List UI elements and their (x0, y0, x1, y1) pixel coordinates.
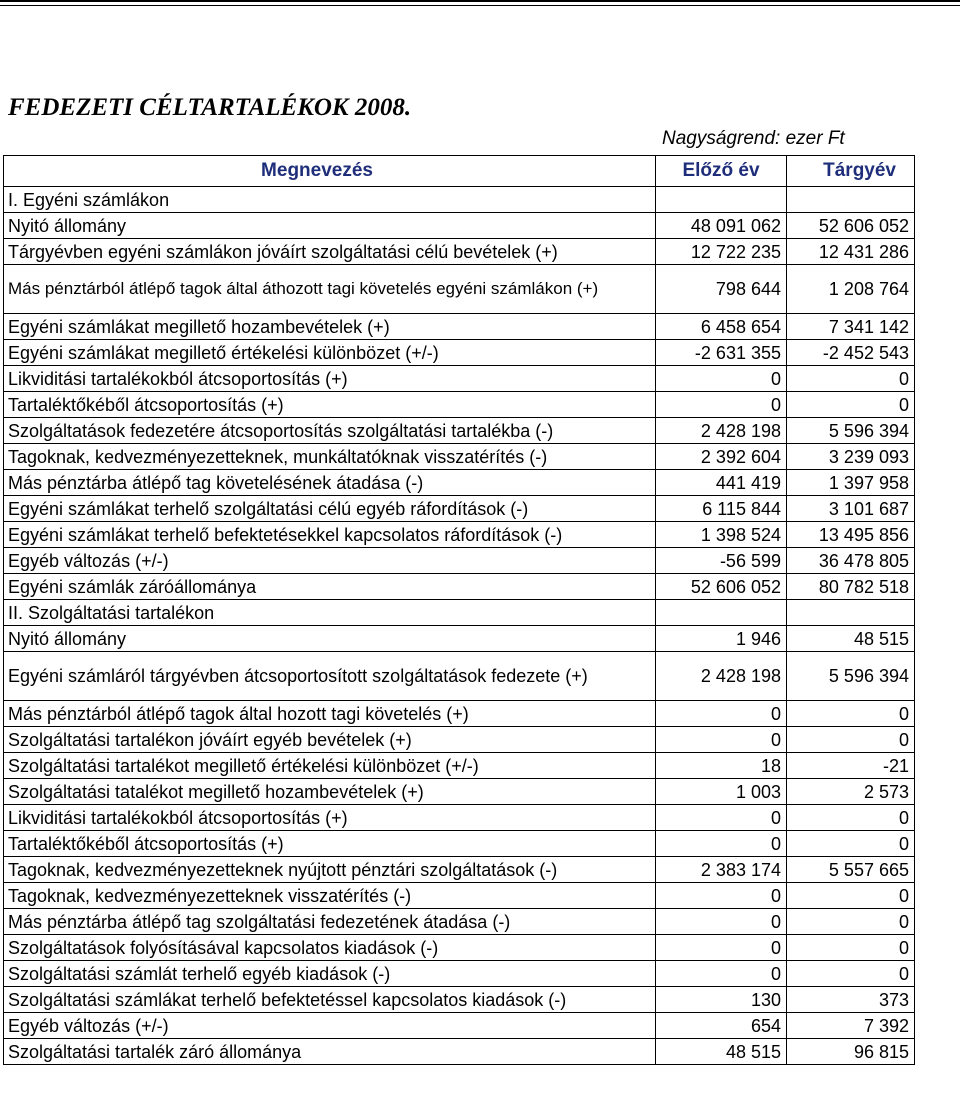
row-prev-value: 0 (656, 392, 787, 418)
row-prev-value: 6 115 844 (656, 496, 787, 522)
table-row (4, 987, 915, 1013)
table-row (4, 831, 915, 857)
row-curr-value (787, 187, 915, 213)
row-prev-value: 18 (656, 753, 787, 779)
row-label: Szolgáltatási számlákat terhelő befektetéssel kapcsolatos kiadások (-) (4, 987, 656, 1013)
row-curr-value: 3 239 093 (787, 444, 915, 470)
row-prev-value: 798 644 (656, 265, 787, 314)
table-row (4, 470, 915, 496)
row-curr-value: 96 815 (787, 1039, 915, 1065)
table-row (4, 805, 915, 831)
row-prev-value: 52 606 052 (656, 574, 787, 600)
row-prev-value: 441 419 (656, 470, 787, 496)
row-curr-value: 7 341 142 (787, 314, 915, 340)
row-label: Más pénztárból átlépő tagok által hozott tagi követelés (+) (4, 701, 656, 727)
row-prev-value: 2 428 198 (656, 652, 787, 701)
row-curr-value: 0 (787, 935, 915, 961)
row-curr-value (787, 600, 915, 626)
table-row (4, 935, 915, 961)
row-prev-value: 1 398 524 (656, 522, 787, 548)
table-row (4, 883, 915, 909)
table-row (4, 548, 915, 574)
row-prev-value: 0 (656, 961, 787, 987)
row-curr-value: 5 596 394 (787, 418, 915, 444)
row-prev-value: 6 458 654 (656, 314, 787, 340)
row-prev-value: 0 (656, 366, 787, 392)
table-row (4, 574, 915, 600)
header-current-year: Tárgyév (787, 156, 915, 187)
row-curr-value: 1 397 958 (787, 470, 915, 496)
row-label: Más pénztárba átlépő tag szolgáltatási fedezetének átadása (-) (4, 909, 656, 935)
table-row (4, 626, 915, 652)
row-curr-value: 0 (787, 805, 915, 831)
row-curr-value: 0 (787, 831, 915, 857)
row-curr-value: 5 596 394 (787, 652, 915, 701)
report-title: FEDEZETI CÉLTARTALÉKOK 2008. (8, 94, 412, 121)
row-curr-value: -21 (787, 753, 915, 779)
row-label: Más pénztárba átlépő tag követelésének átadása (-) (4, 470, 656, 496)
table-row (4, 779, 915, 805)
row-label: Nyitó állomány (4, 213, 656, 239)
row-prev-value: 1 003 (656, 779, 787, 805)
table-row (4, 366, 915, 392)
row-label: Tartaléktőkéből átcsoportosítás (+) (4, 392, 656, 418)
table-row (4, 600, 915, 626)
row-prev-value: 0 (656, 909, 787, 935)
row-prev-value: 2 428 198 (656, 418, 787, 444)
row-curr-value: 2 573 (787, 779, 915, 805)
row-curr-value: 12 431 286 (787, 239, 915, 265)
row-label: Egyéni számlákat terhelő befektetésekkel kapcsolatos ráfordítások (-) (4, 522, 656, 548)
row-curr-value: 52 606 052 (787, 213, 915, 239)
table-row (4, 961, 915, 987)
row-label: Egyéni számlákat megillető értékelési különbözet (+/-) (4, 340, 656, 366)
row-curr-value: 0 (787, 727, 915, 753)
row-prev-value: 654 (656, 1013, 787, 1039)
row-label: Likviditási tartalékokból átcsoportosítás (+) (4, 366, 656, 392)
row-prev-value: 0 (656, 883, 787, 909)
reserves-table (3, 155, 915, 1065)
row-label: Tagoknak, kedvezményezetteknek, munkáltatóknak visszatérítés (-) (4, 444, 656, 470)
row-label: Egyéni számlákat terhelő szolgáltatási célú egyéb ráfordítások (-) (4, 496, 656, 522)
table-row (4, 753, 915, 779)
table-row (4, 652, 915, 701)
row-curr-value: 13 495 856 (787, 522, 915, 548)
table-row (4, 1013, 915, 1039)
row-label: II. Szolgáltatási tartalékon (4, 600, 656, 626)
row-label: Szolgáltatási tartalék záró állománya (4, 1039, 656, 1065)
row-curr-value: 0 (787, 392, 915, 418)
row-prev-value: 48 091 062 (656, 213, 787, 239)
table-row (4, 213, 915, 239)
row-label: Egyéb változás (+/-) (4, 1013, 656, 1039)
table-row (4, 314, 915, 340)
row-curr-value: 0 (787, 909, 915, 935)
row-curr-value: -2 452 543 (787, 340, 915, 366)
top-rule-thin (0, 5, 960, 6)
row-label: Egyéb változás (+/-) (4, 548, 656, 574)
row-curr-value: 373 (787, 987, 915, 1013)
row-curr-value: 0 (787, 366, 915, 392)
row-curr-value: 5 557 665 (787, 857, 915, 883)
top-rule (0, 0, 960, 2)
table-row (4, 265, 915, 314)
row-curr-value: 7 392 (787, 1013, 915, 1039)
row-label: Szolgáltatási tartalékot megillető értékelési különbözet (+/-) (4, 753, 656, 779)
row-label: Egyéni számlák záróállománya (4, 574, 656, 600)
row-curr-value: 0 (787, 961, 915, 987)
row-label: Szolgáltatási számlát terhelő egyéb kiadások (-) (4, 961, 656, 987)
table-row (4, 909, 915, 935)
table-row (4, 857, 915, 883)
table-row (4, 392, 915, 418)
row-label: Tárgyévben egyéni számlákon jóváírt szolgáltatási célú bevételek (+) (4, 239, 656, 265)
row-curr-value: 80 782 518 (787, 574, 915, 600)
table-row (4, 444, 915, 470)
row-label: Szolgáltatási tatalékot megillető hozambevételek (+) (4, 779, 656, 805)
row-curr-value: 48 515 (787, 626, 915, 652)
row-label: Egyéni számláról tárgyévben átcsoportosított szolgáltatások fedezete (+) (4, 652, 656, 701)
row-curr-value: 3 101 687 (787, 496, 915, 522)
row-prev-value: 12 722 235 (656, 239, 787, 265)
row-label: Egyéni számlákat megillető hozambevételek (+) (4, 314, 656, 340)
row-curr-value: 36 478 805 (787, 548, 915, 574)
table-row (4, 496, 915, 522)
table-row (4, 340, 915, 366)
table-row (4, 727, 915, 753)
row-curr-value: 0 (787, 883, 915, 909)
row-prev-value: 0 (656, 805, 787, 831)
table-row (4, 239, 915, 265)
row-label: Tagoknak, kedvezményezetteknek visszatérítés (-) (4, 883, 656, 909)
row-prev-value: 0 (656, 727, 787, 753)
row-curr-value: 0 (787, 701, 915, 727)
row-prev-value: 2 392 604 (656, 444, 787, 470)
table-row (4, 522, 915, 548)
header-row (4, 156, 915, 187)
table-row (4, 187, 915, 213)
header-prev-year: Előző év (656, 156, 787, 187)
row-prev-value: 2 383 174 (656, 857, 787, 883)
row-prev-value: 0 (656, 701, 787, 727)
header-name: Megnevezés (4, 156, 656, 187)
row-label: Szolgáltatási tartalékon jóváírt egyéb bevételek (+) (4, 727, 656, 753)
row-label: Likviditási tartalékokból átcsoportosítás (+) (4, 805, 656, 831)
row-prev-value (656, 187, 787, 213)
row-prev-value: 1 946 (656, 626, 787, 652)
row-label: Tartaléktőkéből átcsoportosítás (+) (4, 831, 656, 857)
table-row (4, 418, 915, 444)
row-label: Nyitó állomány (4, 626, 656, 652)
row-label: Szolgáltatások fedezetére átcsoportosítás szolgáltatási tartalékba (-) (4, 418, 656, 444)
table-row (4, 1039, 915, 1065)
row-label: Más pénztárból átlépő tagok által áthozott tagi követelés egyéni számlákon (+) (4, 265, 656, 314)
row-label: Tagoknak, kedvezményezetteknek nyújtott pénztári szolgáltatások (-) (4, 857, 656, 883)
row-prev-value: 0 (656, 935, 787, 961)
row-label: I. Egyéni számlákon (4, 187, 656, 213)
unit-label: Nagyságrend: ezer Ft (662, 128, 845, 149)
row-prev-value: 0 (656, 831, 787, 857)
row-prev-value: 48 515 (656, 1039, 787, 1065)
row-prev-value: 130 (656, 987, 787, 1013)
row-prev-value (656, 600, 787, 626)
row-curr-value: 1 208 764 (787, 265, 915, 314)
row-prev-value: -56 599 (656, 548, 787, 574)
row-prev-value: -2 631 355 (656, 340, 787, 366)
table-row (4, 701, 915, 727)
row-label: Szolgáltatások folyósításával kapcsolatos kiadások (-) (4, 935, 656, 961)
